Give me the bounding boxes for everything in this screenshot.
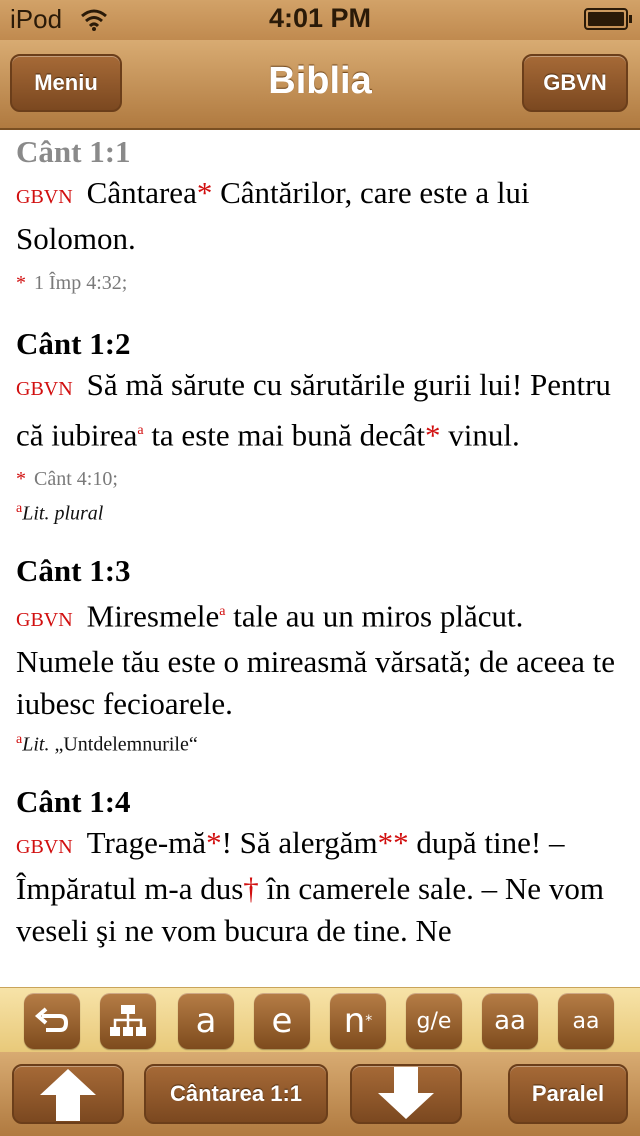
verse-text: GBVN Trage-mă*! Să alergăm** după tine! – Împăratul m-a dus† în camerele sale. – Ne vom veseli şi ne vom bucura de tine. Ne (16, 824, 604, 948)
status-bar (0, 0, 640, 40)
greek-english-icon[interactable]: g/e (406, 993, 462, 1049)
footnote: $^a$Lit. plural (16, 501, 104, 525)
font-size-increase-icon[interactable]: aa (482, 993, 538, 1049)
verse-text: GBVN Miresmele$^a$ tale au un miros plăcut. Numele tău este o mireasmă vărsată; de aceea te iubesc fecioarele. (16, 598, 616, 722)
footnote-marker[interactable]: a (219, 603, 226, 619)
verse-text: GBVN Cântarea* Cântărilor, care este a lui Solomon. (16, 175, 530, 256)
verse-1-3 (0, 551, 640, 760)
verse-reference[interactable]: Cânt 1:4 (16, 783, 131, 819)
reading-toolbar (0, 987, 640, 1053)
sitemap-icon[interactable] (100, 993, 156, 1049)
clock: 4:01 PM (268, 3, 372, 33)
font-a-icon[interactable]: a (178, 993, 234, 1049)
menu-button[interactable]: Meniu (10, 54, 122, 112)
next-chapter-button[interactable] (350, 1064, 462, 1124)
navigation-bar (0, 40, 640, 130)
cross-ref-marker[interactable]: * (196, 175, 213, 210)
notes-toggle-icon[interactable]: n * (330, 993, 386, 1049)
cross-reference-note: * Cânt 4:10; (16, 468, 118, 491)
cross-reference-note: * 1 Împ 4:32; (16, 272, 128, 294)
cross-ref-marker[interactable]: † (243, 870, 259, 906)
translation-tag: GBVN (16, 378, 73, 400)
bottom-navigation (0, 1052, 640, 1136)
back-arrow-icon[interactable] (24, 993, 80, 1049)
font-size-decrease-icon[interactable]: aa (558, 993, 614, 1049)
carrier-label: iPod (10, 4, 63, 34)
verse-1-4 (0, 782, 640, 952)
verse-reference[interactable]: Cânt 1:2 (16, 326, 131, 361)
scripture-content[interactable] (0, 130, 640, 987)
translation-tag: GBVN (16, 609, 73, 632)
verse-text: GBVN Să mă sărute cu sărutările gurii lui! Pentru că iubirea$^a$ ta este mai bună decât* vinul. (16, 367, 611, 453)
parallel-view-button[interactable]: Paralel (508, 1064, 628, 1124)
translation-button[interactable]: GBVN (522, 54, 628, 112)
cross-ref-marker[interactable]: * (206, 824, 222, 860)
translation-tag: GBVN (16, 835, 73, 858)
battery-icon (584, 8, 628, 30)
previous-chapter-button[interactable] (12, 1064, 124, 1124)
cross-ref-marker[interactable]: * (425, 417, 441, 453)
verse-1-1 (0, 132, 640, 298)
footnote-marker[interactable]: a (137, 423, 144, 438)
verse-reference[interactable]: Cânt 1:3 (16, 552, 131, 588)
verse-1-2 (0, 324, 640, 529)
cross-ref-marker[interactable]: ** (377, 824, 409, 860)
arrow-up-icon (36, 1065, 100, 1123)
translation-tag: GBVN (16, 186, 73, 208)
footnote: $^a$Lit. „Untdelemnurile“ (16, 732, 198, 756)
chapter-selector-button[interactable]: Cântarea 1:1 (144, 1064, 328, 1124)
verse-reference[interactable]: Cânt 1:1 (16, 134, 131, 169)
page-title: Biblia (268, 60, 372, 102)
font-e-icon[interactable]: e (254, 993, 310, 1049)
arrow-down-icon (374, 1065, 438, 1123)
